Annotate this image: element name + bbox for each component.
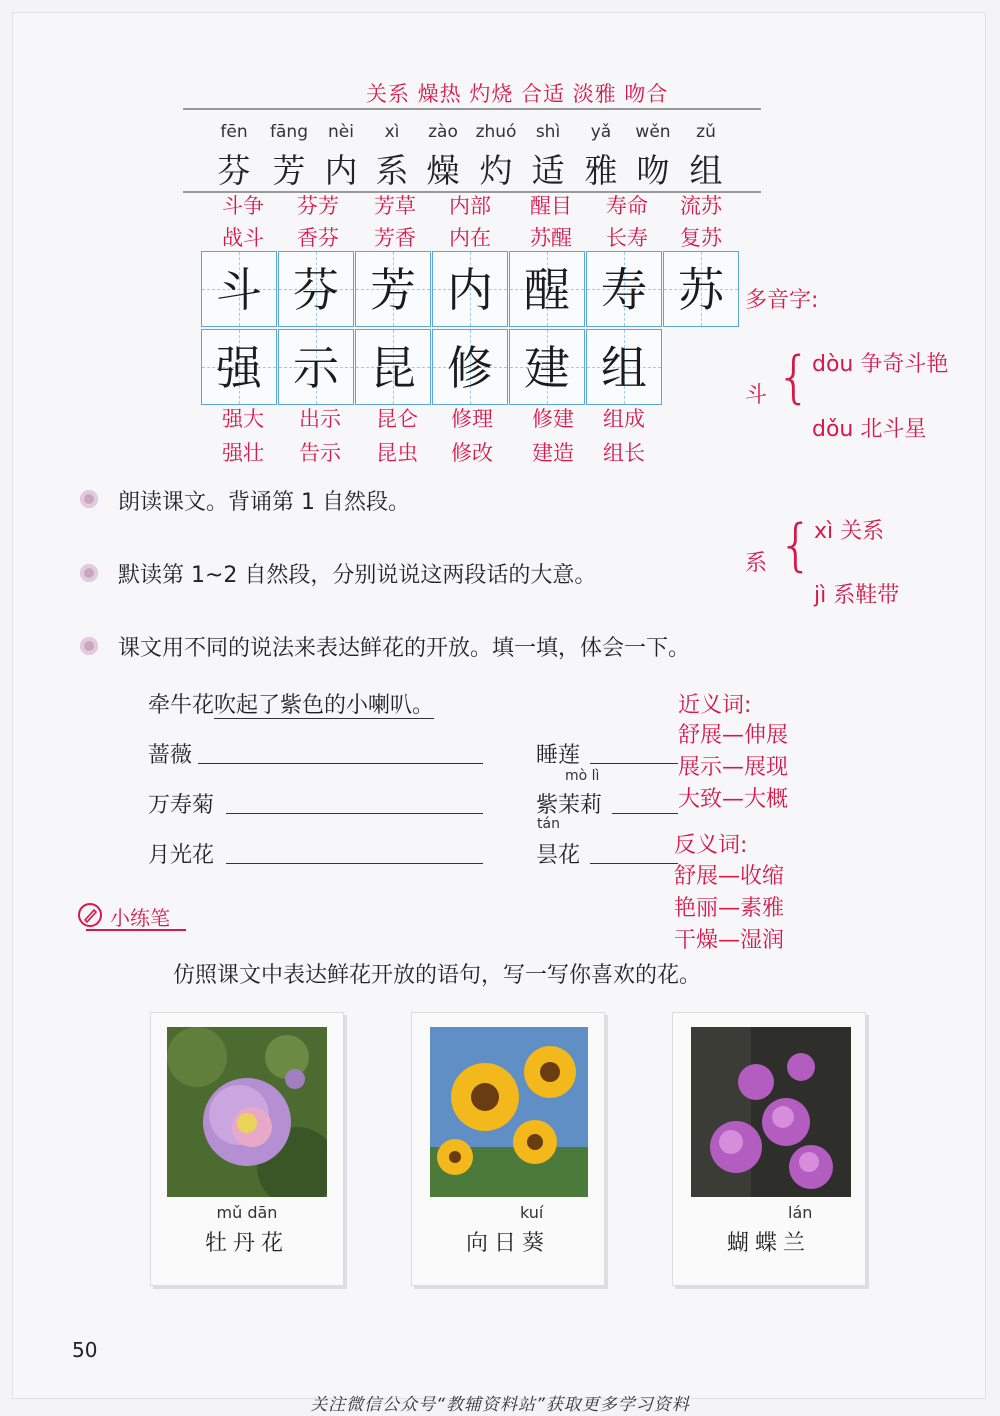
hanzi: 吻 — [636, 151, 670, 190]
word: 芬芳 — [297, 194, 339, 218]
grid-cell — [201, 251, 277, 327]
polyphone-dou-1: dòu 争奇斗艳 — [812, 352, 949, 377]
practice-underline — [86, 929, 186, 931]
polyphone-title: 多音字: — [745, 288, 819, 313]
grid-char: 斗 — [216, 263, 262, 317]
synonym-item: 大致—大概 — [678, 787, 789, 812]
word: 组成 — [603, 407, 645, 431]
example-subject: 牵牛花 — [148, 693, 215, 718]
antonym-item: 舒展—收缩 — [674, 864, 785, 889]
synonyms-title: 近义词: — [678, 693, 752, 718]
question-bullet-icon — [80, 490, 98, 508]
hanzi: 适 — [531, 151, 565, 190]
grid-char: 芳 — [370, 263, 416, 317]
word: 建造 — [532, 441, 574, 465]
question-3: 课文用不同的说法来表达鲜花的开放。填一填，体会一下。 — [118, 636, 691, 661]
grid-cell — [586, 251, 662, 327]
synonym-item: 舒展—伸展 — [678, 723, 789, 748]
grid-char: 苏 — [678, 263, 724, 317]
word: 芳香 — [374, 226, 416, 250]
example-text: 吹起了紫色的小喇叭。 — [214, 693, 435, 718]
character-grid — [201, 251, 741, 407]
word: 长寿 — [606, 226, 648, 250]
polyphone-char-xi: 系 — [745, 551, 768, 576]
flower-name: 蝴蝶兰 — [726, 1231, 811, 1256]
practice-title: 小练笔 — [110, 906, 170, 930]
grid-cell — [278, 329, 354, 405]
grid-cell — [509, 329, 585, 405]
pinyin: fāng — [270, 122, 308, 142]
fill-label-yueguanghua: 月光花 — [148, 843, 215, 868]
grid-char: 寿 — [601, 263, 647, 317]
flower-pinyin: kuí — [520, 1203, 544, 1222]
grid-cell — [355, 329, 431, 405]
word: 修改 — [451, 441, 493, 465]
grid-char: 昆 — [370, 341, 416, 395]
fill-line-qiangwei[interactable] — [198, 763, 483, 764]
practice-instruction: 仿照课文中表达鲜花开放的语句，写一写你喜欢的花。 — [173, 963, 702, 988]
fill-label-zimoli: 紫茉莉 — [536, 793, 603, 818]
antonym-item: 干燥—湿润 — [674, 928, 785, 953]
hanzi-row — [200, 145, 760, 189]
grid-cell — [509, 251, 585, 327]
antonym-item: 艳丽—素雅 — [674, 896, 785, 921]
pinyin-tan: tán — [537, 816, 560, 832]
pen-icon — [76, 901, 104, 929]
hanzi: 芳 — [272, 151, 306, 190]
question-2: 默读第 1~2 自然段，分别说说这两段话的大意。 — [118, 563, 597, 588]
polyphone-dou-2: dǒu 北斗星 — [812, 417, 927, 442]
grid-cell — [663, 251, 739, 327]
word: 昆仑 — [376, 407, 418, 431]
word: 内部 — [449, 194, 491, 218]
word: 组长 — [603, 441, 645, 465]
pinyin: nèi — [328, 122, 354, 142]
flower-name: 向日葵 — [465, 1231, 550, 1256]
fill-label-qiangwei: 蔷薇 — [148, 743, 193, 768]
hanzi: 系 — [375, 151, 409, 190]
word: 内在 — [449, 226, 491, 250]
pinyin: fēn — [220, 122, 248, 142]
sunflower-picture — [430, 1027, 588, 1197]
antonyms-title: 反义词: — [674, 833, 748, 858]
polyphone-char-dou: 斗 — [745, 383, 768, 408]
word: 强大 — [222, 407, 264, 431]
polyphone-xi-2: jì 系鞋带 — [814, 583, 900, 608]
polyphone-xi-1: xì 关系 — [814, 519, 885, 544]
word: 出示 — [299, 407, 341, 431]
flower-pinyin: mǔ dān — [216, 1203, 278, 1222]
hanzi: 燥 — [426, 151, 460, 190]
brace-xi: { — [778, 513, 814, 578]
grid-char: 组 — [601, 341, 647, 395]
pinyin: yǎ — [590, 122, 612, 142]
brace-dou: { — [776, 345, 812, 410]
header-divider — [183, 108, 761, 110]
pinyin: xì — [384, 122, 400, 142]
word: 醒目 — [530, 194, 572, 218]
fill-label-tanhua: 昙花 — [536, 843, 581, 868]
words-above-grid — [0, 190, 1000, 254]
flower-name: 牡丹花 — [204, 1231, 289, 1256]
orchid-picture — [691, 1027, 851, 1197]
word: 斗争 — [222, 194, 264, 218]
word: 香芬 — [297, 226, 339, 250]
flower-card-orchid — [672, 1012, 866, 1286]
grid-cell — [586, 329, 662, 405]
word: 修建 — [532, 407, 574, 431]
flower-card-sunflower — [411, 1012, 605, 1286]
pinyin-moli: mò lì — [565, 768, 600, 784]
grid-cell — [201, 329, 277, 405]
fill-line-shuilian[interactable] — [590, 763, 678, 764]
synonym-item: 展示—展现 — [678, 755, 789, 780]
fill-line-zimoli[interactable] — [612, 813, 678, 814]
word: 流苏 — [680, 194, 722, 218]
hanzi: 组 — [689, 151, 723, 190]
word: 苏醒 — [530, 226, 572, 250]
pinyin: zào — [428, 122, 458, 142]
word: 寿命 — [606, 194, 648, 218]
hanzi: 灼 — [479, 151, 513, 190]
fill-line-yueguanghua[interactable] — [226, 863, 483, 864]
fill-line-tanhua[interactable] — [590, 863, 678, 864]
grid-cell — [355, 251, 431, 327]
question-bullet-icon — [80, 637, 98, 655]
page-number: 50 — [72, 1338, 98, 1362]
peony-picture — [167, 1027, 327, 1197]
grid-char: 修 — [447, 341, 493, 395]
pinyin: zǔ — [696, 122, 716, 142]
fill-label-shuilian: 睡莲 — [536, 743, 581, 768]
question-1: 朗读课文。背诵第 1 自然段。 — [118, 490, 410, 515]
hanzi: 芬 — [217, 151, 251, 190]
flower-card-peony — [150, 1012, 344, 1286]
fill-label-wanshouju: 万寿菊 — [148, 793, 215, 818]
header-words: 关系 燥热 灼烧 合适 淡雅 吻合 — [366, 82, 669, 106]
pinyin: zhuó — [475, 122, 517, 142]
practice-heading — [76, 901, 188, 933]
grid-cell — [278, 251, 354, 327]
example-sentence — [148, 688, 434, 719]
hanzi: 内 — [324, 151, 358, 190]
grid-char: 芬 — [293, 263, 339, 317]
word: 告示 — [299, 441, 341, 465]
grid-cell — [432, 329, 508, 405]
grid-char: 建 — [524, 341, 570, 395]
word: 修理 — [451, 407, 493, 431]
flower-pinyin: lán — [788, 1203, 813, 1222]
question-bullet-icon — [80, 564, 98, 582]
pinyin: wěn — [635, 122, 671, 142]
grid-char: 醒 — [524, 263, 570, 317]
word: 芳草 — [374, 194, 416, 218]
word: 昆虫 — [376, 441, 418, 465]
grid-char: 示 — [293, 341, 339, 395]
word: 强壮 — [222, 441, 264, 465]
grid-cell — [432, 251, 508, 327]
grid-char: 内 — [447, 263, 493, 317]
footer-note: 关注微信公众号“教辅资料站”获取更多学习资料 — [310, 1395, 690, 1415]
grid-char: 强 — [216, 341, 262, 395]
word: 战斗 — [222, 226, 264, 250]
word: 复苏 — [680, 226, 722, 250]
fill-line-wanshouju[interactable] — [226, 813, 483, 814]
hanzi: 雅 — [584, 151, 618, 190]
pinyin-row — [220, 122, 740, 146]
pinyin: shì — [535, 122, 561, 142]
